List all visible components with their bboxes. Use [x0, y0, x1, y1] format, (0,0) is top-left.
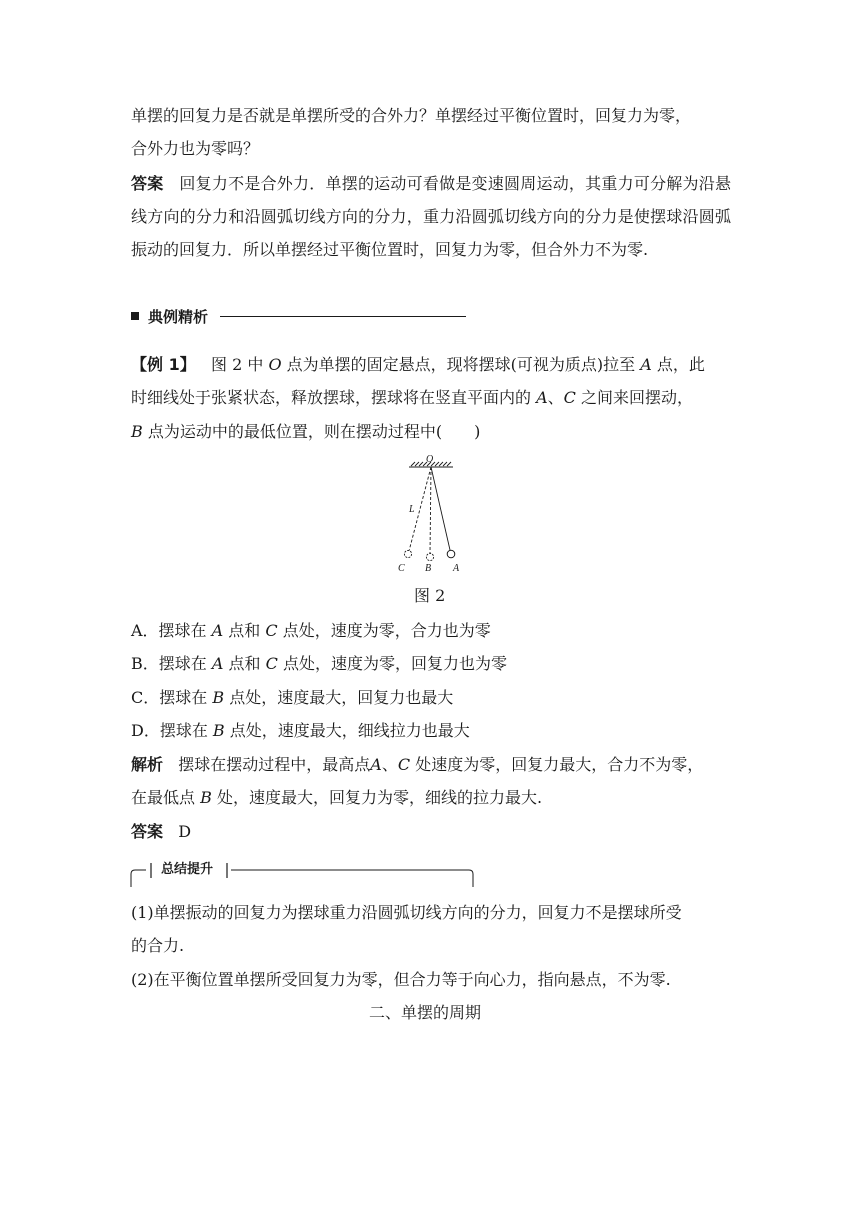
label-b: B: [425, 563, 432, 574]
answer-text: 回复力不是合外力．单摆的运动可看做是变速圆周运动，其重力可分解为沿悬线方向的分力和沿圆弧切线方向的分力，重力沿圆弧切线方向的分力是使摆球沿圆弧振动的回复力．所以单摆经过平衡位置时，回复力为零，但合外力不为零.: [131, 174, 731, 259]
example-line-3: B 点为运动中的最低位置，则在摆动过程中( ): [131, 422, 481, 441]
answer-label: 答案: [131, 174, 164, 193]
string-to-a: [431, 467, 450, 550]
question-line-2: 合外力也为零吗？: [131, 139, 260, 158]
label-o: O: [426, 454, 434, 465]
ball-c: [404, 550, 411, 557]
summary-p1-line-2: 的合力.: [131, 936, 185, 955]
option-a: A．摆球在 A 点和 C 点处，速度为零，合力也为零: [131, 621, 491, 640]
section-heading: [131, 305, 466, 327]
answer-value: D: [178, 822, 192, 841]
label-a: A: [453, 563, 460, 574]
example-label: 【例 1】: [131, 355, 196, 374]
figure-caption: 图 2: [414, 586, 446, 605]
ball-a: [447, 550, 455, 558]
section-title: 典例精析: [148, 307, 209, 326]
answer-label-2: 答案: [131, 822, 164, 841]
option-c: C．摆球在 B 点处，速度最大，回复力也最大: [131, 688, 454, 707]
pendulum-figure: [395, 450, 475, 578]
ball-b: [426, 553, 433, 560]
string-to-b: [430, 467, 431, 554]
summary-p2: (2)在平衡位置单摆所受回复力为零，但合力等于向心力，指向悬点，不为零.: [131, 970, 671, 989]
option-d: D．摆球在 B 点处，速度最大，细线拉力也最大: [131, 721, 470, 740]
analysis-line-1: 解析 摆球在摆动过程中，最高点A、C 处速度为零，回复力最大，合力不为零，: [131, 755, 704, 774]
answer-line: [131, 822, 191, 842]
square-bullet-icon: [131, 312, 139, 320]
question-line-1: 单摆的回复力是否就是单摆所受的合外力？单摆经过平衡位置时，回复力为零，: [131, 106, 692, 125]
label-l: L: [409, 504, 415, 515]
section-rule: [220, 316, 466, 317]
analysis-line-2: 在最低点 B 处，速度最大，回复力为零，细线的拉力最大.: [131, 788, 543, 807]
summary-title: 总结提升: [161, 862, 214, 877]
summary-p1-line-1: (1)单摆振动的回复力为摆球重力沿圆弧切线方向的分力，回复力不是摆球所受: [131, 903, 682, 922]
label-c: C: [398, 563, 405, 574]
analysis-label: 解析: [131, 755, 164, 774]
example-line-1: 【例 1】 图 2 中 O 点为单摆的固定悬点，现将摆球(可视为质点)拉至 A 点，此: [131, 355, 705, 374]
answer-paragraph: [131, 167, 731, 266]
next-section-heading: 二、单摆的周期: [369, 1003, 482, 1022]
example-line-2: 时细线处于张紧状态，释放摆球，摆球将在竖直平面内的 A、C 之间来回摆动，: [131, 388, 694, 407]
option-b: B．摆球在 A 点和 C 点处，速度为零，回复力也为零: [131, 654, 507, 673]
